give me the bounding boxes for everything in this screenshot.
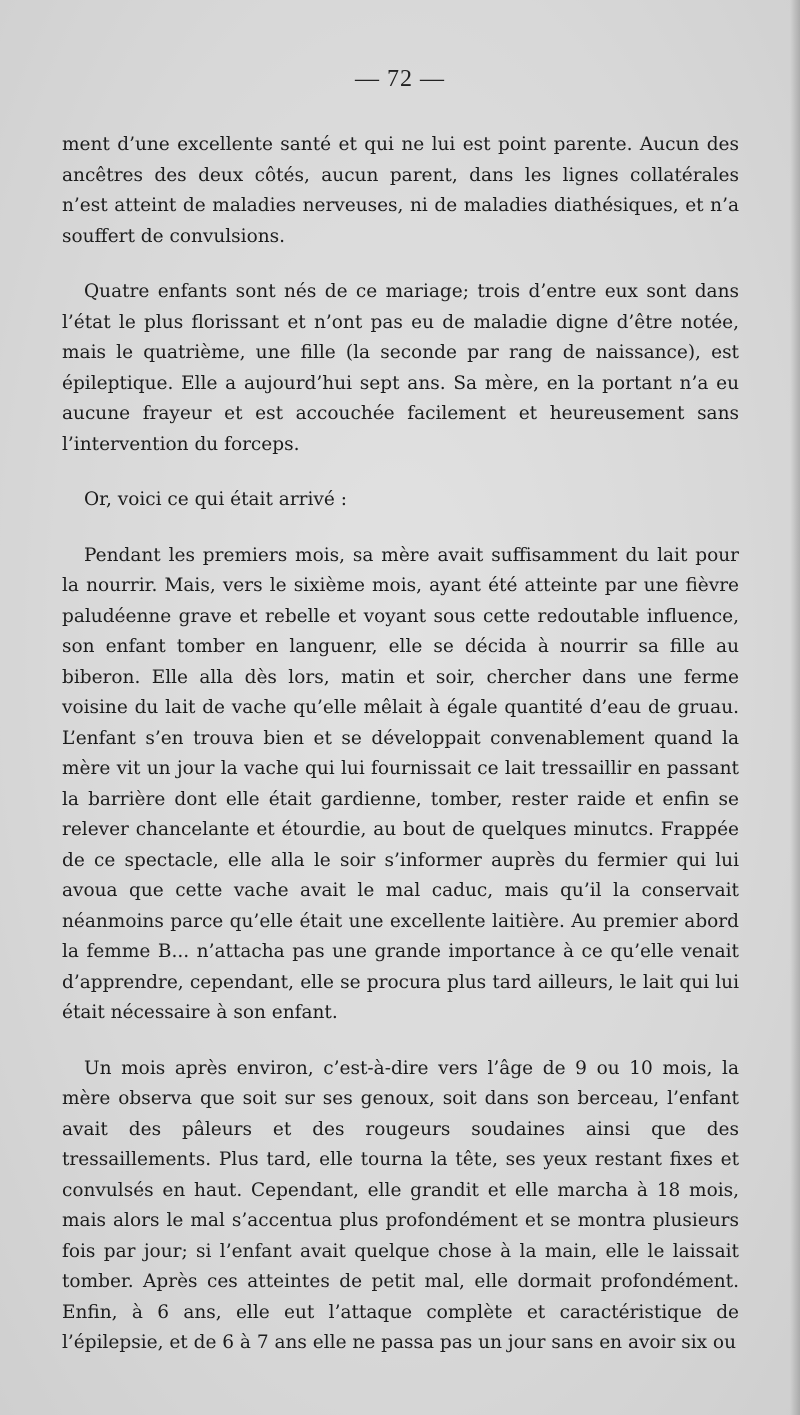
paragraph: Or, voici ce qui était arrivé : xyxy=(84,489,347,510)
page-number: — 72 — xyxy=(355,66,445,92)
paragraph: Pendant les premiers mois, sa mère avait suffisamment du lait pour la nourrir. Mais, vers le sixième mois, ayant été atteinte par une fièvre paludéenne grave et rebelle et voyant sous cette redoutable influence, son enfant tomber en languenr, elle se décida à nourrir sa fille au biberon. Elle alla dès lors, matin et soir, chercher dans une ferme voisine du lait de vache qu’elle mêlait à égale quantité d’eau de gruau. L’enfant s’en trouva bien et se développait convenablement quand la mère vit un jour la vache qui lui fournissait ce lait tressaillir en passant la barrière dont elle était gardienne, tomber, rester raide et enfin se relever chancelante et étourdie, au bout de quelques minutcs. Frappée de ce spectacle, elle alla le soir s’informer auprès du fermier qui lui avoua que cette vache avait le mal caduc, mais qu’il la conservait néanmoins parce qu’elle était une excellente laitière. Au premier abord la femme B... n’attacha pas une grande importance à ce qu’elle venait d’apprendre, cependant, elle se procura plus tard ailleurs, le lait qui lui était nécessaire à son enfant. xyxy=(62,544,739,1023)
body-text xyxy=(62,130,739,1384)
paragraph-continuation: ment d’une excellente santé et qui ne lui est point parente. Aucun des ancêtres des deux côtés, aucun parent, dans les lignes collatérales n’est atteint de maladies nerveuses, ni de maladies diathésiques, et n’a souffert de convulsions. xyxy=(62,134,739,247)
paragraph: Un mois après environ, c’est-à-dire vers l’âge de 9 ou 10 mois, la mère observa que soit sur ses genoux, soit dans son berceau, l’enfant avait des pâleurs et des rougeurs soudaines ainsi que des tressaillements. Plus tard, elle tourna la tête, ses yeux restant fixes et convulsés en haut. Cependant, elle grandit et elle marcha à 18 mois, mais alors le mal s’accentua plus profondément et se montra plusieurs fois par jour; si l’enfant avait quelque chose à la main, elle le laissait tomber. Après ces atteintes de petit mal, elle dormait profondément. Enfin, à 6 ans, elle eut l’attaque complète et caractéristique de l’épilepsie, et de 6 à 7 ans elle ne passa pas un jour sans en avoir six ou xyxy=(62,1057,739,1353)
paragraph: Quatre enfants sont nés de ce mariage; trois d’entre eux sont dans l’état le plus florissant et n’ont pas eu de maladie digne d’être notée, mais le quatrième, une fille (la seconde par rang de naissance), est épileptique. Elle a aujourd’hui sept ans. Sa mère, en la portant n’a eu aucune frayeur et est accouchée facilement et heureusement sans l’intervention du forceps. xyxy=(62,281,739,455)
